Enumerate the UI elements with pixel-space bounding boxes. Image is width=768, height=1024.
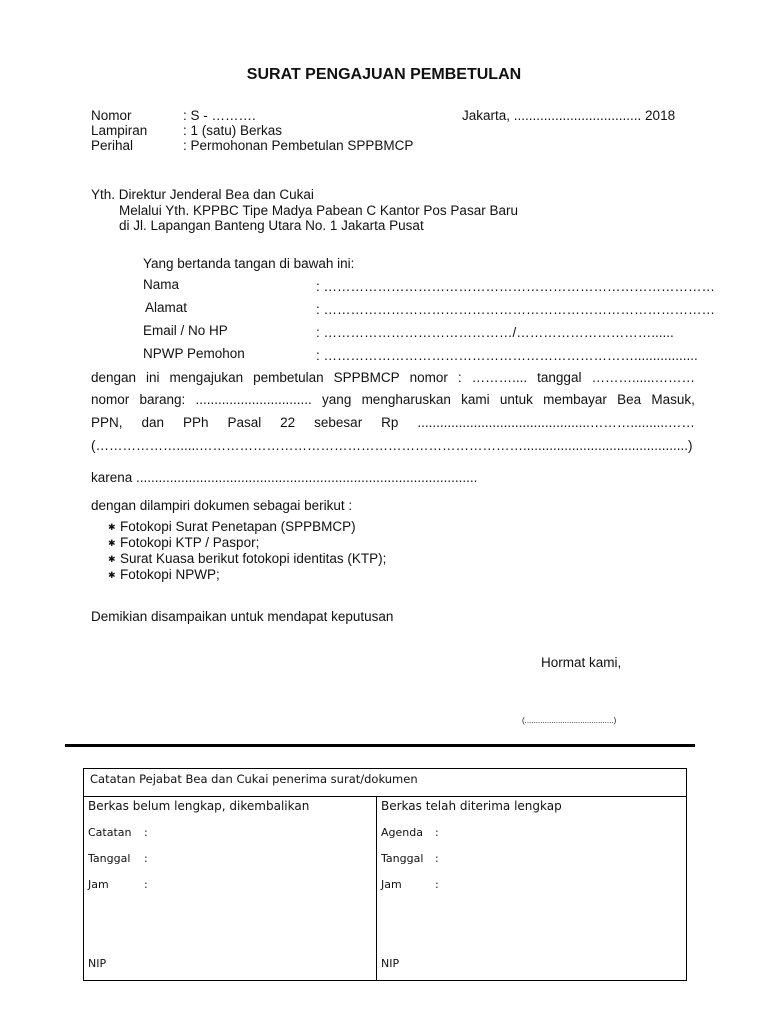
field-label-npwp: NPWP Pemohon: [143, 346, 245, 361]
attachment-label: Fotokopi NPWP;: [120, 567, 220, 582]
word: untuk: [499, 392, 533, 407]
paragraph-line-2: [91, 392, 695, 407]
field-colon: :: [144, 852, 148, 865]
list-item: [108, 519, 386, 535]
separator-rule: [65, 744, 695, 747]
bullet-icon: ✱: [108, 554, 116, 564]
list-item: [108, 551, 386, 567]
word: kami: [461, 392, 490, 407]
left-column: [84, 796, 376, 980]
greeting: Hormat kami,: [541, 655, 622, 670]
word: ………....: [471, 370, 528, 385]
right-field-jam: [381, 878, 439, 891]
word: membayar: [543, 392, 607, 407]
word: ini: [146, 370, 160, 385]
word: ...............................: [195, 392, 312, 407]
word: PPN,: [91, 415, 123, 430]
nomor-label: Nomor: [91, 108, 132, 123]
word: Rp: [381, 415, 399, 430]
field-label-alamat: Alamat: [145, 300, 188, 315]
officer-notes-box: [83, 768, 687, 981]
lampiran-label: Lampiran: [91, 123, 148, 138]
recipient-line3: di Jl. Lapangan Banteng Utara No. 1 Jakarta Pusat: [119, 218, 424, 233]
left-field-tanggal: [88, 852, 148, 865]
field-value-email: : ……………………………………/…………………………......: [316, 325, 674, 340]
left-field-jam: [88, 878, 148, 891]
word: Bea: [617, 392, 642, 407]
recipient-line1: Yth. Direktur Jenderal Bea dan Cukai: [91, 187, 314, 202]
field-label: Catatan: [88, 826, 132, 839]
paragraph-line-1: [91, 370, 695, 385]
right-column-title: Berkas telah diterima lengkap: [381, 799, 562, 813]
field-label: Agenda: [381, 826, 423, 839]
word: mengajukan: [169, 370, 244, 385]
recipient-line2: Melalui Yth. KPPBC Tipe Madya Pabean C Kantor Pos Pasar Baru: [119, 203, 518, 218]
bullet-icon: ✱: [108, 570, 116, 580]
field-colon: :: [435, 852, 439, 865]
field-value-alamat: : ……………………………………………………………………………: [316, 302, 716, 317]
word: ………......………: [591, 370, 695, 385]
word: :: [457, 370, 462, 385]
attachment-label: Surat Kuasa berikut fotokopi identitas (KTP);: [120, 551, 387, 566]
officer-box-header: [84, 769, 686, 797]
signature-name-placeholder: (........................................): [522, 716, 617, 725]
paragraph-line-4: (………………......………………………………………………………………............................................): [91, 438, 693, 453]
left-column-title: Berkas belum lengkap, dikembalikan: [88, 799, 310, 813]
word: yang: [322, 392, 352, 407]
left-field-catatan: [88, 826, 148, 839]
list-item: [108, 567, 386, 583]
word: nomor: [91, 392, 130, 407]
bullet-icon: ✱: [108, 538, 116, 548]
word: PPh: [182, 415, 209, 430]
lampiran-value: : 1 (satu) Berkas: [183, 123, 283, 138]
field-colon: :: [144, 878, 148, 891]
nomor-value: : S - ……….: [183, 108, 256, 123]
word: sebesar: [314, 415, 363, 430]
word: Pasal: [227, 415, 262, 430]
bullet-icon: ✱: [108, 522, 116, 532]
field-label-email: Email / No HP: [143, 323, 228, 338]
perihal-label: Perihal: [91, 138, 134, 153]
word: dengan: [91, 370, 137, 385]
officer-box-title: Catatan Pejabat Bea dan Cukai penerima surat/dokumen: [90, 772, 418, 786]
word: SPPBMCP: [333, 370, 400, 385]
field-colon: :: [435, 878, 439, 891]
place-date: Jakarta, .................................. 2018: [462, 108, 676, 123]
field-label: Tanggal: [381, 852, 424, 865]
attachments-list: [108, 519, 386, 583]
left-nip: NIP: [88, 957, 107, 970]
field-label-nama: Nama: [143, 277, 180, 292]
word: nomor: [409, 370, 448, 385]
field-label: Jam: [88, 878, 109, 891]
paragraph-line-3: [91, 415, 695, 430]
closing-text: Demikian disampaikan untuk mendapat keputusan: [91, 609, 394, 624]
word: dan: [141, 415, 164, 430]
field-label: Jam: [381, 878, 402, 891]
field-value-nama: : ……………………………………………………………………………: [316, 279, 716, 294]
field-colon: :: [435, 826, 439, 839]
word: Masuk,: [651, 392, 695, 407]
attachments-intro: dengan dilampiri dokumen sebagai berikut :: [91, 498, 353, 513]
word: barang:: [139, 392, 186, 407]
right-field-agenda: [381, 826, 439, 839]
right-nip: NIP: [381, 957, 400, 970]
right-field-tanggal: [381, 852, 439, 865]
field-label: Tanggal: [88, 852, 131, 865]
perihal-value: : Permohonan Pembetulan SPPBMCP: [183, 138, 414, 153]
word: 22: [280, 415, 296, 430]
field-colon: :: [144, 826, 148, 839]
right-column: [377, 796, 686, 980]
word: mengharuskan: [361, 392, 451, 407]
field-value-npwp: : …………………………………………………………….................: [316, 348, 698, 363]
intro-text: Yang bertanda tangan di bawah ini:: [143, 256, 355, 271]
karena-line: karena ...........................................................................................: [91, 470, 478, 485]
page-title: SURAT PENGAJUAN PEMBETULAN: [246, 66, 522, 83]
list-item: [108, 535, 386, 551]
word: tanggal: [537, 370, 582, 385]
attachment-label: Fotokopi KTP / Paspor;: [120, 535, 260, 550]
word: ..............................................………..........……: [417, 415, 695, 430]
attachment-label: Fotokopi Surat Penetapan (SPPBMCP): [120, 519, 356, 534]
word: pembetulan: [253, 370, 324, 385]
